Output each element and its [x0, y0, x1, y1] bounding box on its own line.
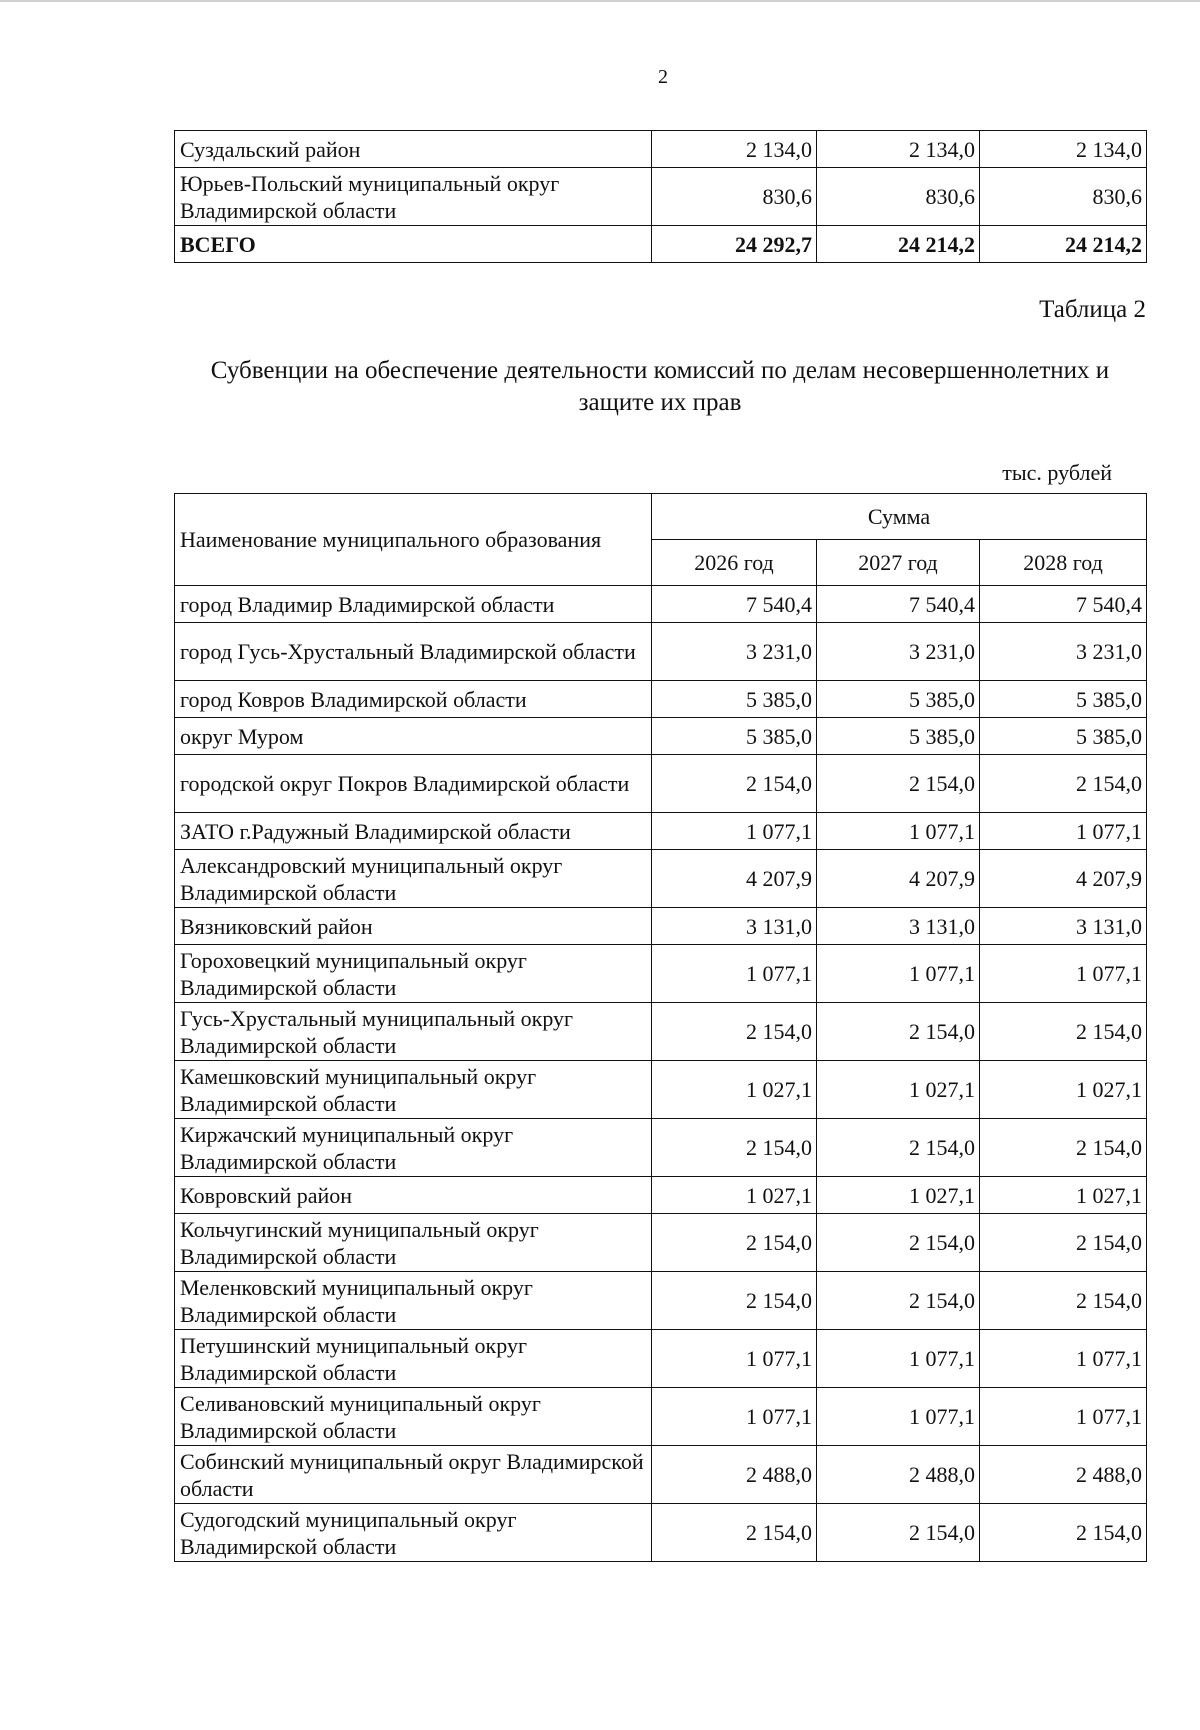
value-2027: 7 540,4 [817, 586, 980, 623]
value-2026: 3 131,0 [652, 908, 817, 945]
municipality-name: город Ковров Владимирской области [175, 681, 652, 718]
value-2026: 1 027,1 [652, 1177, 817, 1214]
total-2027: 24 214,2 [817, 226, 980, 263]
value-2028: 1 027,1 [980, 1177, 1147, 1214]
value-2028: 1 077,1 [980, 813, 1147, 850]
municipality-name: ЗАТО г.Радужный Владимирской области [175, 813, 652, 850]
table-row [175, 1177, 1147, 1214]
table-row [175, 1061, 1147, 1119]
table-row [175, 1003, 1147, 1061]
value-2026: 5 385,0 [652, 681, 817, 718]
value-2026: 7 540,4 [652, 586, 817, 623]
table-row [175, 623, 1147, 681]
value-2027: 2 154,0 [817, 1504, 980, 1562]
table-row [175, 1272, 1147, 1330]
value-2026: 3 231,0 [652, 623, 817, 681]
table-row [175, 1330, 1147, 1388]
municipality-name: Камешковский муниципальный округ Владимирской области [175, 1061, 652, 1119]
table-row [175, 1446, 1147, 1504]
value-2026: 1 077,1 [652, 945, 817, 1003]
table-row [175, 850, 1147, 908]
header-year-2026: 2026 год [652, 540, 817, 586]
municipality-name: Юрьев-Польский муниципальный округ Владимирской области [175, 168, 652, 226]
value-2026: 2 154,0 [652, 1119, 817, 1177]
table-title: Субвенции на обеспечение деятельности комиссий по делам несовершеннолетних и защите их прав [210, 357, 1110, 416]
value-2026: 1 027,1 [652, 1061, 817, 1119]
value-2027: 2 154,0 [817, 1003, 980, 1061]
municipality-name: Селивановский муниципальный округ Владимирской области [175, 1388, 652, 1446]
value-2028: 2 154,0 [980, 755, 1147, 813]
value-2026: 2 154,0 [652, 1504, 817, 1562]
municipality-name: городской округ Покров Владимирской области [175, 755, 652, 813]
total-2028: 24 214,2 [980, 226, 1147, 263]
municipality-name: Александровский муниципальный округ Владимирской области [175, 850, 652, 908]
value-2026: 2 488,0 [652, 1446, 817, 1504]
header-row [175, 494, 1147, 540]
value-2027: 2 154,0 [817, 1214, 980, 1272]
value-2026: 830,6 [652, 168, 817, 226]
municipality-name: Собинский муниципальный округ Владимирской области [175, 1446, 652, 1504]
table-row [175, 1504, 1147, 1562]
value-2028: 3 131,0 [980, 908, 1147, 945]
value-2028: 2 154,0 [980, 1504, 1147, 1562]
value-2026: 4 207,9 [652, 850, 817, 908]
municipality-name: Судогодский муниципальный округ Владимирской области [175, 1504, 652, 1562]
table-row [175, 131, 1147, 168]
value-2028: 2 154,0 [980, 1272, 1147, 1330]
municipality-name: Гороховецкий муниципальный округ Владимирской области [175, 945, 652, 1003]
table-continued [174, 130, 1147, 263]
table-row [175, 168, 1147, 226]
table-row [175, 908, 1147, 945]
value-2027: 1 027,1 [817, 1061, 980, 1119]
value-2027: 3 231,0 [817, 623, 980, 681]
value-2026: 2 154,0 [652, 1003, 817, 1061]
value-2026: 1 077,1 [652, 1388, 817, 1446]
table-body [175, 586, 1147, 1562]
value-2028: 1 077,1 [980, 1388, 1147, 1446]
value-2027: 3 131,0 [817, 908, 980, 945]
municipality-name: город Владимир Владимирской области [175, 586, 652, 623]
total-2026: 24 292,7 [652, 226, 817, 263]
value-2028: 1 077,1 [980, 945, 1147, 1003]
page-number: 2 [658, 66, 668, 88]
value-2028: 5 385,0 [980, 681, 1147, 718]
value-2028: 1 077,1 [980, 1330, 1147, 1388]
municipality-name: Вязниковский район [175, 908, 652, 945]
value-2027: 2 154,0 [817, 1119, 980, 1177]
value-2028: 5 385,0 [980, 718, 1147, 755]
municipality-name: Петушинский муниципальный округ Владимирской области [175, 1330, 652, 1388]
table-row [175, 1119, 1147, 1177]
header-year-2027: 2027 год [817, 540, 980, 586]
value-2028: 2 134,0 [980, 131, 1147, 168]
value-2026: 1 077,1 [652, 1330, 817, 1388]
municipality-name: Ковровский район [175, 1177, 652, 1214]
table-row [175, 718, 1147, 755]
value-2028: 2 154,0 [980, 1119, 1147, 1177]
value-2028: 1 027,1 [980, 1061, 1147, 1119]
value-2028: 2 154,0 [980, 1214, 1147, 1272]
table-row [175, 755, 1147, 813]
municipality-name: Суздальский район [175, 131, 652, 168]
table-label: Таблица 2 [1039, 296, 1146, 323]
total-row [175, 226, 1147, 263]
value-2028: 2 154,0 [980, 1003, 1147, 1061]
table-row [175, 1388, 1147, 1446]
header-year-2028: 2028 год [980, 540, 1147, 586]
table-row [175, 1214, 1147, 1272]
value-2027: 1 077,1 [817, 1330, 980, 1388]
units-label: тыс. рублей [1002, 460, 1112, 485]
scan-edge-line [0, 0, 1200, 2]
value-2026: 2 134,0 [652, 131, 817, 168]
value-2027: 2 488,0 [817, 1446, 980, 1504]
total-label: ВСЕГО [175, 226, 652, 263]
value-2027: 5 385,0 [817, 681, 980, 718]
value-2028: 7 540,4 [980, 586, 1147, 623]
value-2026: 5 385,0 [652, 718, 817, 755]
header-sum: Сумма [652, 494, 1147, 540]
value-2027: 1 077,1 [817, 945, 980, 1003]
municipality-name: Киржачский муниципальный округ Владимирской области [175, 1119, 652, 1177]
value-2026: 1 077,1 [652, 813, 817, 850]
table-row [175, 813, 1147, 850]
value-2027: 2 134,0 [817, 131, 980, 168]
municipality-name: Меленковский муниципальный округ Владимирской области [175, 1272, 652, 1330]
table-row [175, 586, 1147, 623]
municipality-name: округ Муром [175, 718, 652, 755]
value-2028: 830,6 [980, 168, 1147, 226]
table-row [175, 945, 1147, 1003]
value-2027: 1 027,1 [817, 1177, 980, 1214]
value-2026: 2 154,0 [652, 1272, 817, 1330]
value-2027: 830,6 [817, 168, 980, 226]
value-2027: 4 207,9 [817, 850, 980, 908]
value-2028: 2 488,0 [980, 1446, 1147, 1504]
value-2026: 2 154,0 [652, 1214, 817, 1272]
header-municipality: Наименование муниципального образования [175, 494, 652, 586]
table-row [175, 681, 1147, 718]
value-2026: 2 154,0 [652, 755, 817, 813]
value-2027: 2 154,0 [817, 1272, 980, 1330]
value-2027: 1 077,1 [817, 813, 980, 850]
value-2027: 5 385,0 [817, 718, 980, 755]
value-2027: 1 077,1 [817, 1388, 980, 1446]
value-2027: 2 154,0 [817, 755, 980, 813]
municipality-name: город Гусь-Хрустальный Владимирской области [175, 623, 652, 681]
subventions-table [174, 493, 1147, 1562]
municipality-name: Гусь-Хрустальный муниципальный округ Владимирской области [175, 1003, 652, 1061]
municipality-name: Кольчугинский муниципальный округ Владимирской области [175, 1214, 652, 1272]
value-2028: 3 231,0 [980, 623, 1147, 681]
value-2028: 4 207,9 [980, 850, 1147, 908]
